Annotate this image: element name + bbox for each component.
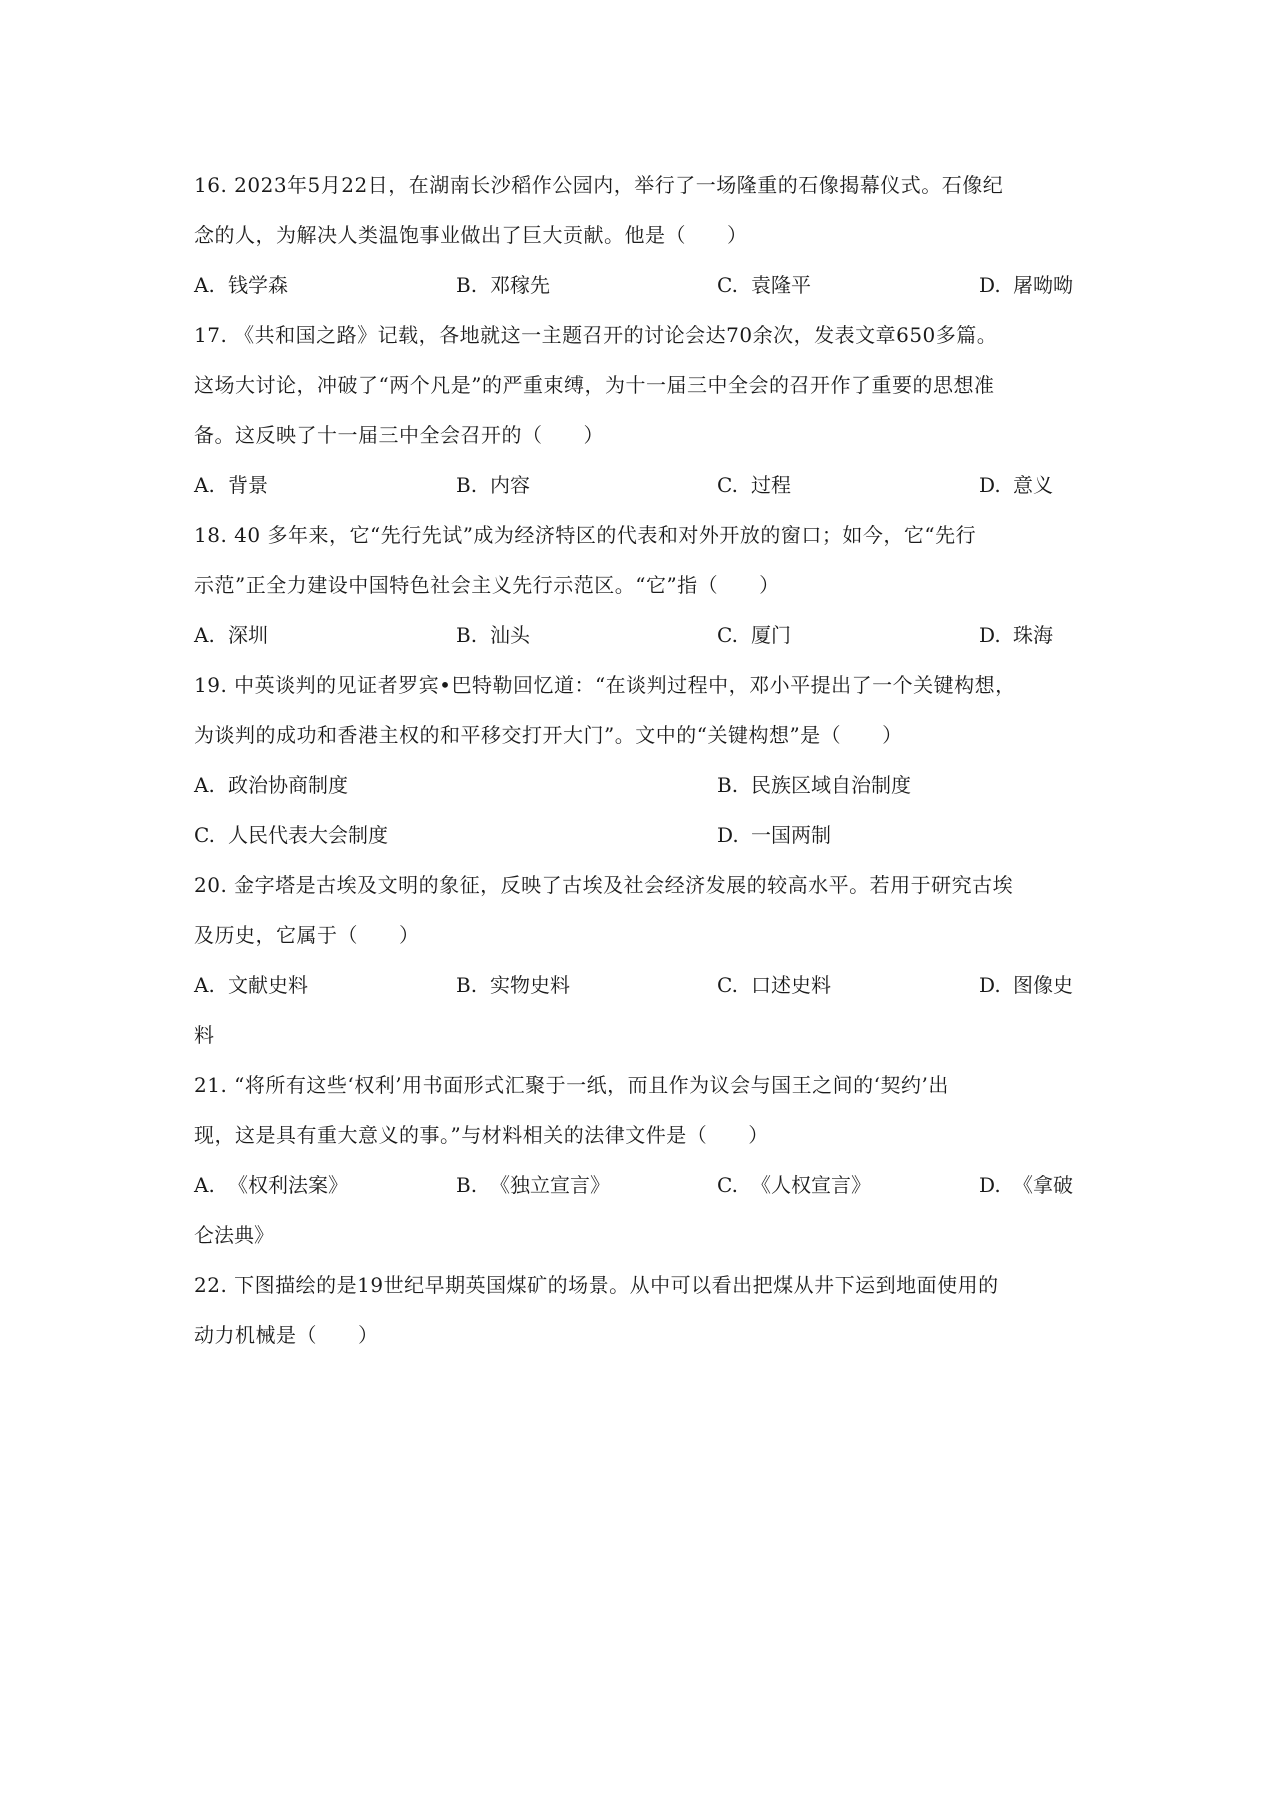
option-b: B. 汕头 [456, 623, 530, 647]
question-22 [194, 1260, 1094, 1360]
question-stem-line: 22. 下图描绘的是19世纪早期英国煤矿的场景。从中可以看出把煤从井下运到地面使用的 [194, 1273, 999, 1297]
option-d: D. 一国两制 [717, 823, 831, 847]
question-stem-line: 动力机械是（ ） [194, 1323, 379, 1347]
question-stem-line: 21. “将所有这些‘权利’用书面形式汇聚于一纸，而且作为议会与国王之间的‘契约’出 [194, 1073, 949, 1097]
option-wrap-tail: 仑法典》 [194, 1223, 274, 1247]
option-b: B. 内容 [456, 473, 530, 497]
question-stem-line: 18. 40 多年来，它“先行先试”成为经济特区的代表和对外开放的窗口；如今，它“先行 [194, 523, 977, 547]
options-row [194, 610, 1094, 660]
question-stem-line: 19. 中英谈判的见证者罗宾•巴特勒回忆道：“在谈判过程中，邓小平提出了一个关键构想， [194, 673, 1016, 697]
option-c: C. 厦门 [717, 623, 791, 647]
option-b: B. 邓稼先 [456, 273, 550, 297]
option-a: A. 背景 [194, 473, 268, 497]
options-row [194, 1160, 1094, 1210]
question-16 [194, 160, 1094, 310]
option-a: A. 政治协商制度 [194, 773, 348, 797]
option-b: B. 民族区域自治制度 [717, 773, 911, 797]
option-a: A. 钱学森 [194, 273, 288, 297]
option-a: A. 《权利法案》 [194, 1173, 348, 1197]
option-d: D. 屠呦呦 [979, 273, 1073, 297]
question-stem-line: 这场大讨论，冲破了“两个凡是”的严重束缚，为十一届三中全会的召开作了重要的思想准 [194, 373, 995, 397]
question-stem-line: 16. 2023年5月22日，在湖南长沙稻作公园内，举行了一场隆重的石像揭幕仪式。石像纪 [194, 173, 1004, 197]
question-stem-line: 示范”正全力建设中国特色社会主义先行示范区。“它”指（ ） [194, 573, 780, 597]
question-21 [194, 1060, 1094, 1260]
question-stem-line: 念的人，为解决人类温饱事业做出了巨大贡献。他是（ ） [194, 223, 748, 247]
option-b: B. 《独立宣言》 [456, 1173, 610, 1197]
question-18 [194, 510, 1094, 660]
option-wrap-tail: 料 [194, 1023, 214, 1047]
question-stem-line: 现，这是具有重大意义的事。”与材料相关的法律文件是（ ） [194, 1123, 769, 1147]
exam-page [194, 160, 1094, 1360]
option-c: C. 袁隆平 [717, 273, 811, 297]
option-d: D. 意义 [979, 473, 1053, 497]
question-stem-line: 17. 《共和国之路》记载，各地就这一主题召开的讨论会达70余次，发表文章650多篇。 [194, 323, 998, 347]
question-stem-line: 及历史，它属于（ ） [194, 923, 420, 947]
option-c: C. 人民代表大会制度 [194, 823, 388, 847]
question-stem-line: 20. 金字塔是古埃及文明的象征，反映了古埃及社会经济发展的较高水平。若用于研究古埃 [194, 873, 1014, 897]
option-d: D. 《拿破 [979, 1173, 1073, 1197]
option-b: B. 实物史料 [456, 973, 570, 997]
question-20 [194, 860, 1094, 1060]
option-c: C. 《人权宣言》 [717, 1173, 871, 1197]
question-stem-line: 备。这反映了十一届三中全会召开的（ ） [194, 423, 604, 447]
options-row [194, 260, 1094, 310]
options-row [194, 760, 1094, 810]
question-19 [194, 660, 1094, 860]
option-d: D. 珠海 [979, 623, 1053, 647]
options-row [194, 810, 1094, 860]
option-c: C. 过程 [717, 473, 791, 497]
option-d: D. 图像史 [979, 973, 1073, 997]
option-c: C. 口述史料 [717, 973, 831, 997]
options-row [194, 460, 1094, 510]
question-stem-line: 为谈判的成功和香港主权的和平移交打开大门”。文中的“关键构想”是（ ） [194, 723, 903, 747]
option-a: A. 深圳 [194, 623, 268, 647]
question-17 [194, 310, 1094, 510]
option-a: A. 文献史料 [194, 973, 308, 997]
options-row [194, 960, 1094, 1010]
